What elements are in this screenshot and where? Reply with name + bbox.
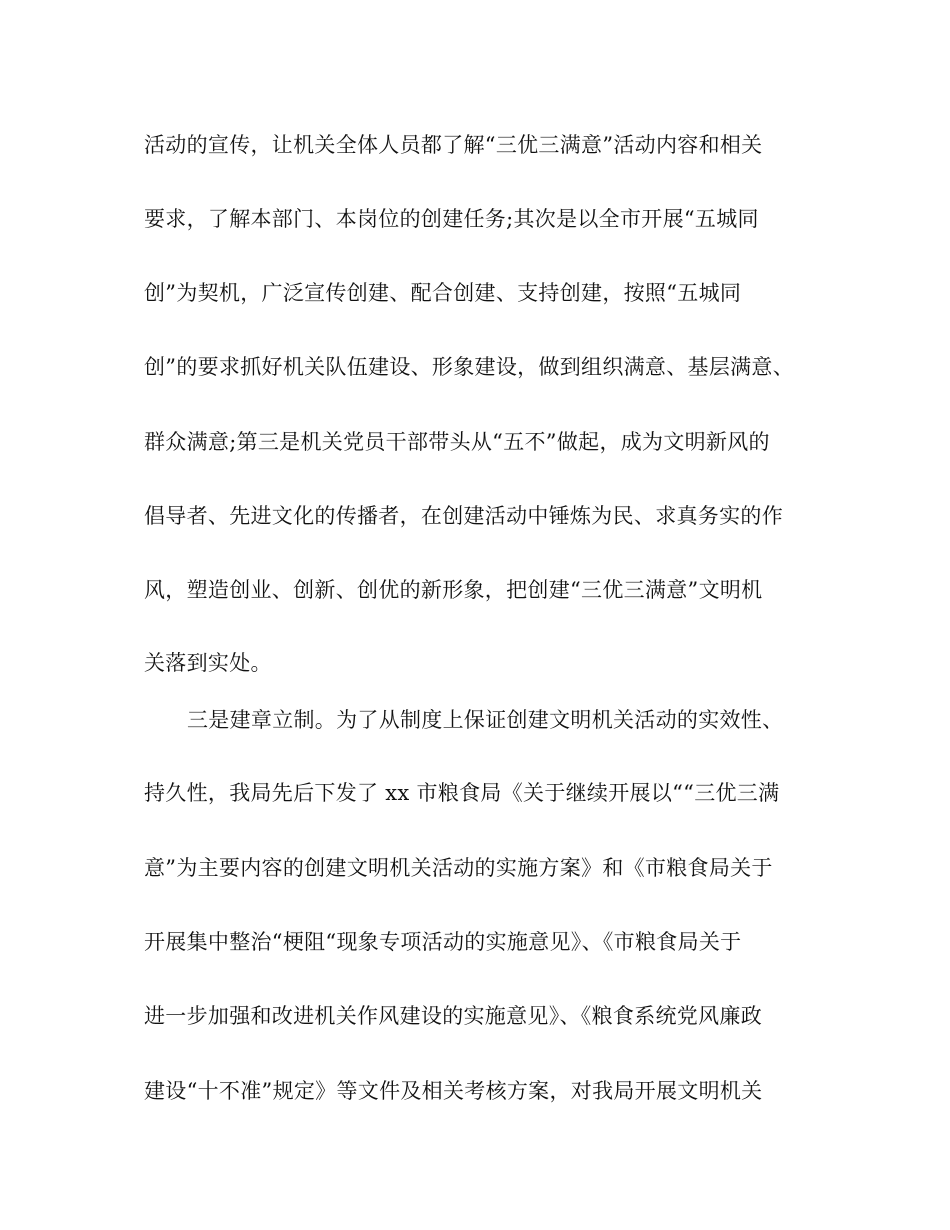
text-line: 建设“十不准”规定》等文件及相关考核方案，对我局开展文明机关 <box>144 1079 763 1103</box>
text-line: 倡导者、先进文化的传播者，在创建活动中锤炼为民、求真务实的作 <box>144 504 783 528</box>
text-line: 意”为主要内容的创建文明机关活动的实施方案》和《市粮食局关于 <box>144 856 773 880</box>
text-line: 进一步加强和改进机关作风建设的实施意见》、《粮食系统党风廉政 <box>144 1004 762 1028</box>
text-line: 群众满意;第三是机关党员干部带头从“五不”做起，成为文明新风的 <box>144 430 770 454</box>
text-line: 开展集中整治“梗阻“现象专项活动的实施意见》、《市粮食局关于 <box>144 930 742 954</box>
text-line: 关落到实处。 <box>144 651 272 675</box>
text-line: 风，塑造创业、创新、创优的新形象，把创建“三优三满意”文明机 <box>144 578 763 602</box>
text-line: 活动的宣传，让机关全体人员都了解“三优三满意”活动内容和相关 <box>144 133 763 157</box>
text-line: 要求，了解本部门、本岗位的创建任务;其次是以全市开展“五城同 <box>144 207 759 231</box>
text-line: 创”为契机，广泛宣传创建、配合创建、支持创建，按照“五城同 <box>144 281 742 305</box>
paragraph-first-line: 三是建章立制。为了从制度上保证创建文明机关活动的实效性、 <box>187 708 784 732</box>
text-line: 创”的要求抓好机关队伍建设、形象建设，做到组织满意、基层满意、 <box>144 355 795 379</box>
text-line: 持久性，我局先后下发了 xx 市粮食局《关于继续开展以““三优三满 <box>144 781 780 805</box>
